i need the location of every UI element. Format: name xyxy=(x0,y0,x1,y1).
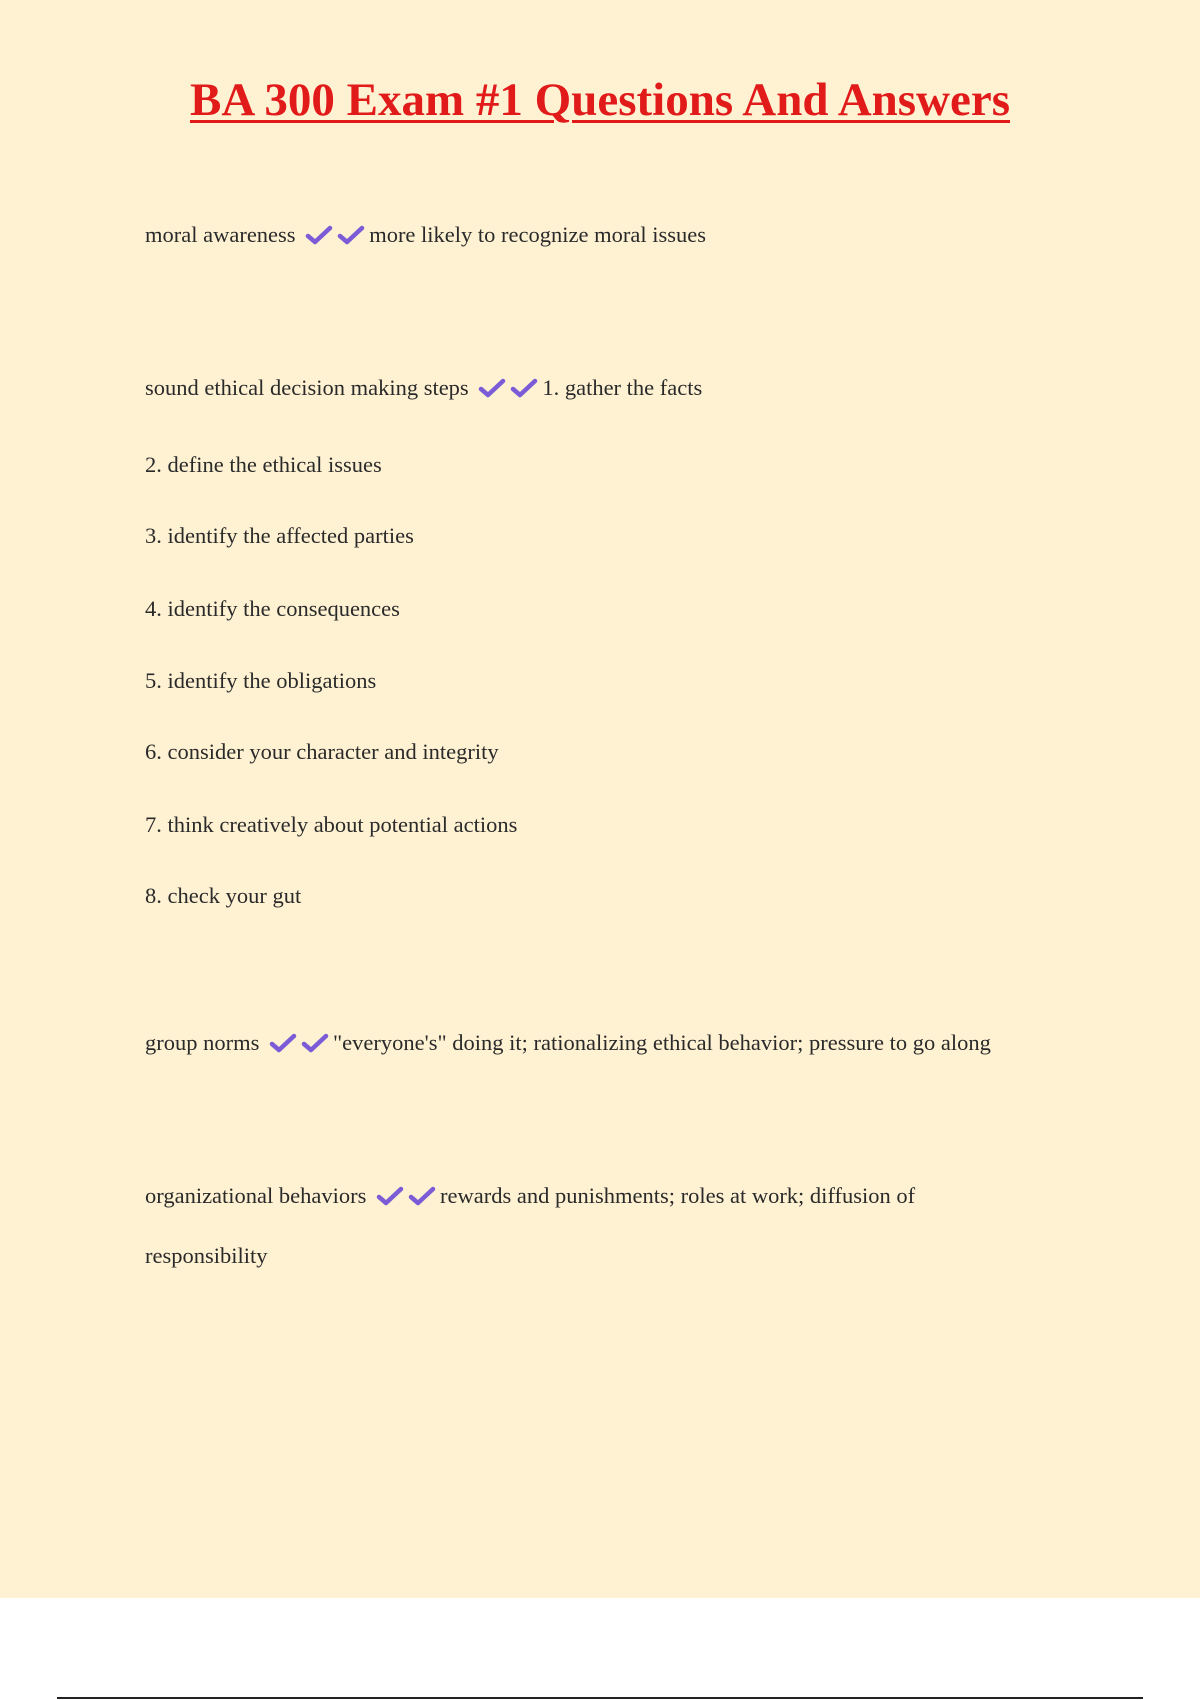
step-item: 4. identify the consequences xyxy=(145,596,400,621)
entry-answer: "everyone's" doing it; rationalizing ethical behavior; pressure to go along xyxy=(333,1030,991,1055)
check-icon xyxy=(301,1032,329,1054)
entry-organizational-behaviors xyxy=(145,1180,1105,1212)
page-divider xyxy=(57,1697,1143,1699)
document-title-text: BA 300 Exam #1 Questions And Answers xyxy=(189,74,1011,126)
check-icon xyxy=(269,1032,297,1054)
step-item: 8. check your gut xyxy=(145,883,302,908)
check-icon xyxy=(510,377,538,399)
step-item: 5. identify the obligations xyxy=(145,668,377,693)
step-item: 3. identify the affected parties xyxy=(145,523,414,548)
entry-group-norms xyxy=(145,1027,1105,1059)
step-item: 7. think creatively about potential actions xyxy=(145,812,518,837)
entry-term: moral awareness xyxy=(145,222,296,247)
check-icon xyxy=(376,1185,404,1207)
check-icon xyxy=(478,377,506,399)
document-title xyxy=(0,70,1200,130)
answer-continuation: responsibility xyxy=(145,1243,268,1268)
step-item: 2. define the ethical issues xyxy=(145,452,382,477)
entry-term: group norms xyxy=(145,1030,260,1055)
entry-term: sound ethical decision making steps xyxy=(145,375,469,400)
entry-term: organizational behaviors xyxy=(145,1183,367,1208)
step-item: 6. consider your character and integrity xyxy=(145,739,499,764)
entry-answer: rewards and punishments; roles at work; diffusion of xyxy=(440,1183,916,1208)
entry-sound-ethical-decision-making-steps xyxy=(145,372,1105,404)
entry-answer: more likely to recognize moral issues xyxy=(369,222,706,247)
check-icon xyxy=(408,1185,436,1207)
check-icon xyxy=(305,224,333,246)
check-icon xyxy=(337,224,365,246)
entry-answer: 1. gather the facts xyxy=(542,375,703,400)
entry-moral-awareness xyxy=(145,219,1105,251)
